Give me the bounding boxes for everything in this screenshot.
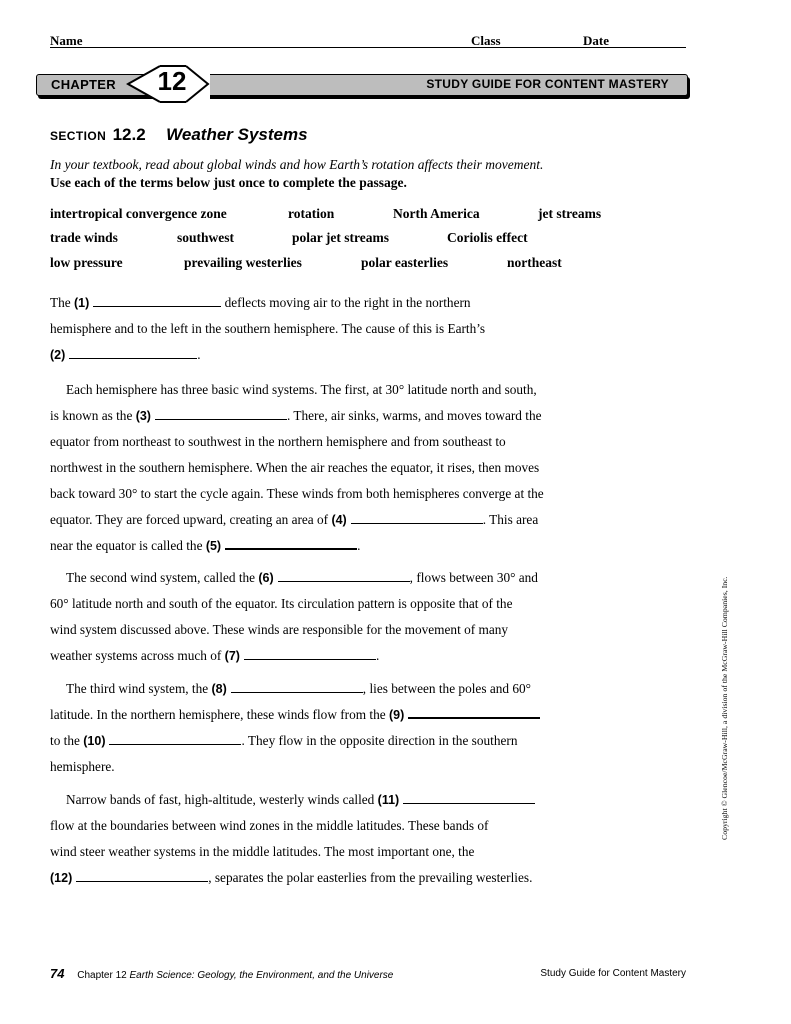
paragraph-5 <box>50 787 610 891</box>
term-prevailing-westerlies: prevailing westerlies <box>184 255 302 270</box>
text: deflects moving air to the right in the northern <box>224 295 471 310</box>
header-rule <box>50 47 686 48</box>
study-guide-title: STUDY GUIDE FOR CONTENT MASTERY <box>426 77 669 91</box>
section-number: 12.2 <box>112 125 146 144</box>
text-line: equator from northeast to southwest in the northern hemisphere and from southeast to <box>50 434 506 449</box>
text: equator. They are forced upward, creating an area of <box>50 512 329 527</box>
answer-blank-5[interactable] <box>225 534 357 550</box>
text: , flows between 30° and <box>409 570 538 585</box>
text: , separates the polar easterlies from the prevailing westerlies. <box>208 870 533 885</box>
term-coriolis-effect: Coriolis effect <box>447 230 528 245</box>
text: is known as the <box>50 408 133 423</box>
text-line: hemisphere. <box>50 759 115 774</box>
blank-number: (8) <box>211 682 227 696</box>
answer-blank-6[interactable] <box>278 567 410 582</box>
blank-number: (5) <box>205 539 222 553</box>
section-heading <box>50 125 308 145</box>
instruction-reading: In your textbook, read about global winds and how Earth’s rotation affects their movement. <box>50 157 544 172</box>
name-label: Name <box>50 33 83 48</box>
class-label: Class <box>471 33 501 48</box>
answer-blank-7[interactable] <box>244 645 376 660</box>
text: to the <box>50 733 80 748</box>
blank-number: (10) <box>83 734 106 748</box>
blank-number: (12) <box>50 871 73 885</box>
footer-study-guide: Study Guide for Content Mastery <box>540 968 686 979</box>
term-north-america: North America <box>393 206 480 221</box>
term-rotation: rotation <box>288 206 335 221</box>
paragraph-2 <box>50 377 610 559</box>
text-line: wind system discussed above. These winds are responsible for the movement of many <box>50 622 509 637</box>
text-line: Each hemisphere has three basic wind systems. The first, at 30° latitude north and south, <box>66 382 537 397</box>
term-low-pressure: low pressure <box>50 255 123 270</box>
blank-number: (7) <box>224 649 240 663</box>
answer-blank-12[interactable] <box>76 867 208 882</box>
paragraph-3 <box>50 565 610 669</box>
text: . This area <box>482 512 539 527</box>
blank-number: (1) <box>74 296 90 310</box>
answer-blank-4[interactable] <box>351 509 483 524</box>
section-title: Weather Systems <box>166 125 308 144</box>
term-polar-jet-streams: polar jet streams <box>292 230 389 245</box>
blank-number: (2) <box>50 348 66 362</box>
text-line: wind steer weather systems in the middle latitudes. The most important one, the <box>50 844 475 859</box>
text: The third wind system, the <box>66 681 209 696</box>
text: . <box>197 347 201 362</box>
text: , lies between the poles and 60° <box>362 681 531 696</box>
text-line: flow at the boundaries between wind zones in the middle latitudes. These bands of <box>50 818 489 833</box>
term-trade-winds: trade winds <box>50 230 118 245</box>
blank-number: (11) <box>377 793 400 807</box>
blank-number: (6) <box>258 571 274 585</box>
term-polar-easterlies: polar easterlies <box>361 255 449 270</box>
text: near the equator is called the <box>50 538 203 553</box>
term-jet-streams: jet streams <box>538 206 602 221</box>
blank-number: (4) <box>331 513 347 527</box>
date-label: Date <box>583 33 609 48</box>
text-line: hemisphere and to the left in the southern hemisphere. The cause of this is Earth’s <box>50 321 486 336</box>
section-label: SECTION <box>50 129 107 143</box>
chapter-label: CHAPTER <box>51 77 116 92</box>
blank-number: (9) <box>388 708 405 722</box>
paragraph-1 <box>50 290 610 368</box>
text: The second wind system, called the <box>66 570 256 585</box>
footer <box>50 966 393 981</box>
term-southwest: southwest <box>177 230 235 245</box>
text: weather systems across much of <box>50 648 222 663</box>
footer-chapter: Chapter 12 <box>77 970 127 981</box>
answer-blank-2[interactable] <box>69 344 197 359</box>
text: . <box>375 648 380 663</box>
term-intertropical-convergence-zone: intertropical convergence zone <box>50 206 227 221</box>
blank-number: (3) <box>135 409 151 423</box>
answer-blank-1[interactable] <box>93 292 221 307</box>
paragraph-4 <box>50 676 610 780</box>
text: . They flow in the opposite direction in the southern <box>241 733 518 748</box>
text-line: northwest in the southern hemisphere. When the air reaches the equator, it rises, then moves <box>50 460 540 475</box>
answer-blank-9[interactable] <box>408 703 540 719</box>
text-line: 60° latitude north and south of the equator. Its circulation pattern is opposite that of the <box>50 596 513 611</box>
text-line: back toward 30° to start the cycle again. These winds from both hemispheres converge at the <box>50 486 544 501</box>
text: . There, air sinks, warms, and moves toward the <box>286 408 542 423</box>
text: Narrow bands of fast, high-altitude, westerly winds called <box>66 792 375 807</box>
page-number: 74 <box>50 966 65 981</box>
footer-book-title: Earth Science: Geology, the Environment, and the Universe <box>129 970 394 981</box>
answer-blank-10[interactable] <box>109 730 241 745</box>
text: . <box>357 538 361 553</box>
copyright-notice: Copyright © Glencoe/McGraw-Hill, a division of the McGraw-Hill Companies, Inc. <box>720 576 729 840</box>
text: latitude. In the northern hemisphere, these winds flow from the <box>50 707 386 722</box>
text: The <box>50 295 71 310</box>
chapter-number: 12 <box>157 66 187 96</box>
term-northeast: northeast <box>507 255 562 270</box>
answer-blank-11[interactable] <box>403 789 535 804</box>
instruction-terms: Use each of the terms below just once to complete the passage. <box>50 175 407 190</box>
answer-blank-8[interactable] <box>231 678 363 693</box>
answer-blank-3[interactable] <box>155 405 287 420</box>
